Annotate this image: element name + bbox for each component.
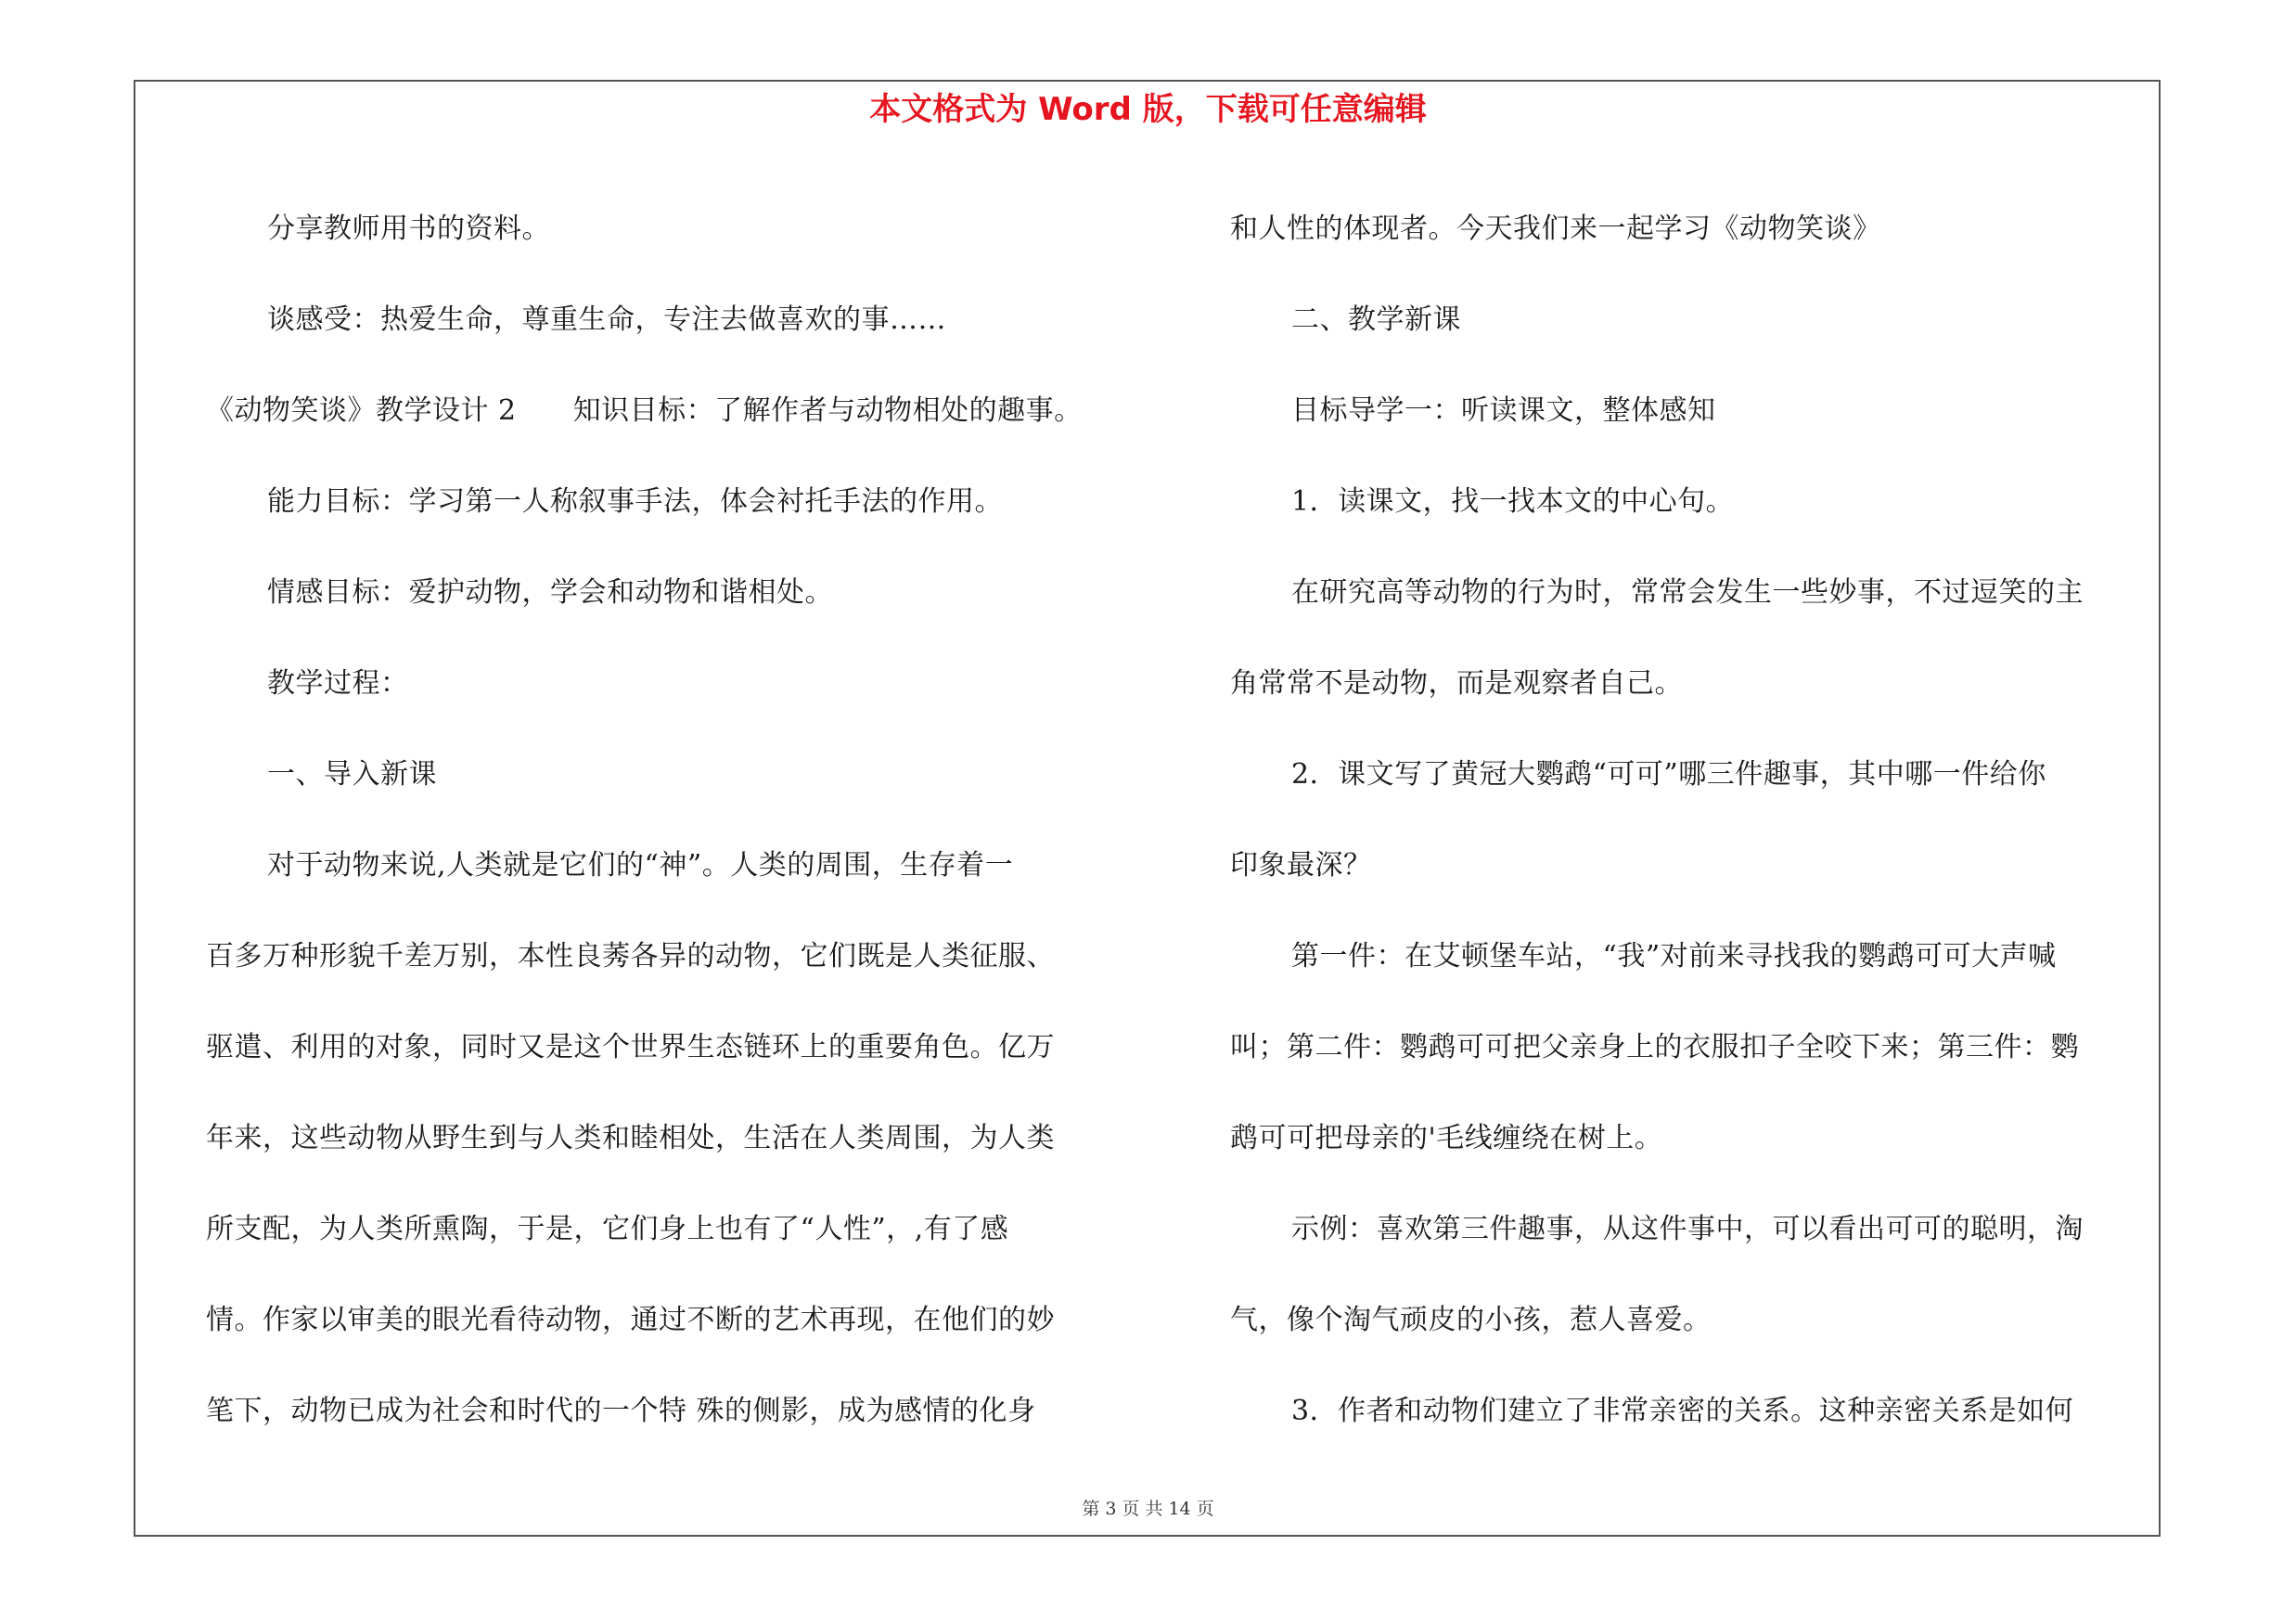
paragraph-line: 所支配，为人类所熏陶，于是，它们身上也有了“人性”，,有了感 [206, 1213, 1009, 1245]
paragraph-line: 谈感受：热爱生命，尊重生命，专注去做喜欢的事…… [267, 303, 946, 336]
total-pages-number: 14 [1168, 1499, 1191, 1519]
paragraph-line: 印象最深？ [1230, 849, 1372, 882]
footer-middle: 页 共 [1122, 1499, 1163, 1519]
paragraph-line: 1．读课文，找一找本文的中心句。 [1291, 485, 1735, 518]
paragraph-line: 二、教学新课 [1291, 303, 1461, 336]
paragraph-line: 笔下，动物已成为社会和时代的一个特 殊的侧影，成为感情的化身 [206, 1395, 1036, 1427]
paragraph-line: 示例：喜欢第三件趣事，从这件事中，可以看出可可的聪明，淘 [1291, 1213, 2084, 1245]
paragraph-line: 气，像个淘气顽皮的小孩，惹人喜爱。 [1230, 1304, 1712, 1336]
paragraph-line: 情。作家以审美的眼光看待动物，通过不断的艺术再现，在他们的妙 [206, 1304, 1055, 1336]
paragraph-line: 鹉可可把母亲的'毛线缠绕在树上。 [1230, 1122, 1663, 1154]
paragraph-line: 目标导学一：听读课文，整体感知 [1291, 394, 1716, 427]
paragraph-line: 百多万种形貌千差万别，本性良莠各异的动物，它们既是人类征服、 [206, 940, 1055, 973]
paragraph-line: 3．作者和动物们建立了非常亲密的关系。这种亲密关系是如何 [1291, 1395, 2074, 1427]
paragraph-line: 角常常不是动物，而是观察者自己。 [1230, 667, 1683, 700]
paragraph-line: 对于动物来说,人类就是它们的“神”。人类的周围，生存着一 [267, 849, 1014, 882]
paragraph-line: 分享教师用书的资料。 [267, 213, 550, 245]
paragraph-line: 驱遣、利用的对象，同时又是这个世界生态链环上的重要角色。亿万 [206, 1031, 1055, 1063]
page-footer [0, 1498, 2296, 1520]
paragraph-line: 2．课文写了黄冠大鹦鹉“可可”哪三件趣事，其中哪一件给你 [1291, 758, 2046, 791]
paragraph-line: 《动物笑谈》教学设计 2 知识目标：了解作者与动物相处的趣事。 [206, 394, 1083, 427]
left-column [206, 184, 1157, 1457]
paragraph-line: 一、导入新课 [267, 758, 437, 791]
paragraph-line: 年来，这些动物从野生到与人类和睦相处，生活在人类周围，为人类 [206, 1122, 1055, 1154]
footer-prefix: 第 [1082, 1499, 1100, 1519]
paragraph-line: 教学过程： [267, 667, 409, 700]
paragraph-line: 和人性的体现者。今天我们来一起学习《动物笑谈》 [1230, 213, 1881, 245]
right-column [1230, 184, 2181, 1457]
header-banner: 本文格式为 Word 版，下载可任意编辑 [869, 91, 1427, 128]
paragraph-line: 叫；第二件：鹦鹉可可把父亲身上的衣服扣子全咬下来；第三件：鹦 [1230, 1031, 2079, 1063]
current-page-number: 3 [1105, 1499, 1117, 1519]
paragraph-line: 情感目标：爱护动物，学会和动物和谐相处。 [267, 576, 833, 609]
paragraph-line: 能力目标：学习第一人称叙事手法，体会衬托手法的作用。 [267, 485, 1003, 518]
footer-suffix: 页 [1196, 1499, 1214, 1519]
paragraph-line: 第一件：在艾顿堡车站，“我”对前来寻找我的鹦鹉可可大声喊 [1291, 940, 2057, 973]
paragraph-line: 在研究高等动物的行为时，常常会发生一些妙事，不过逗笑的主 [1291, 576, 2084, 609]
